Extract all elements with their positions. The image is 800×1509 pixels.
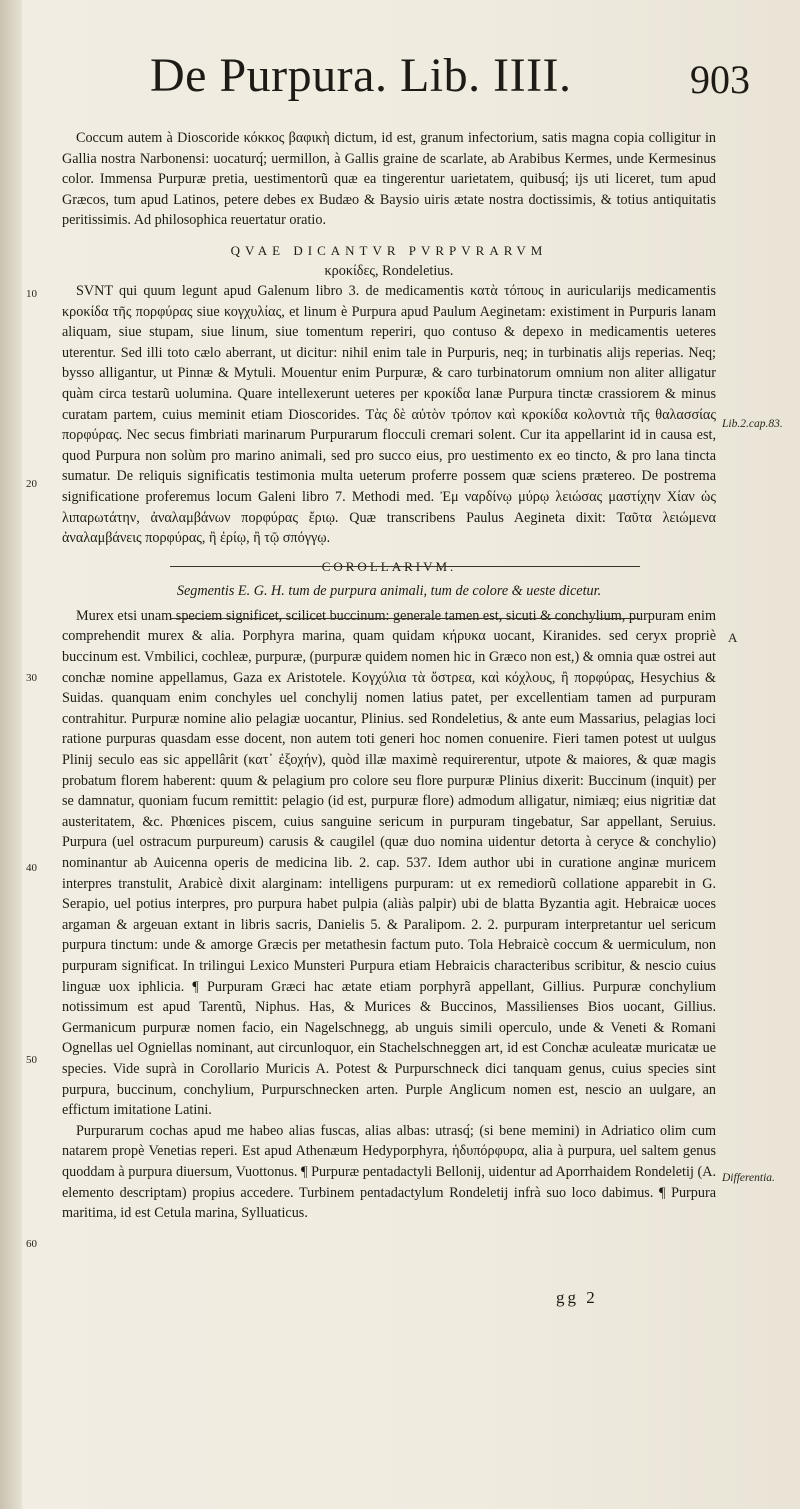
section-text: SVNT qui quum legunt apud Galenum libro 3. de medicamentis κατὰ τόπους in auricularijs medicamentis κροκίδα τῆς πορφύρας siue κογχυλίας, et linum è Purpura apud Paulum Aeginetam: existiment in Purpuris lanam aliquam, siue stupam, siue linum, siue tomentum reperiri, quo contuso & depexo in medicamentis ueteres uterentur. Sed illi toto cælo aberrant, ut dicitur: nihil enim tale in Purpuris, neq; in turbinatis alijs reperias. Neq; bysso alligantur, ut Pinnæ & Mytuli. Mouentur enim Purpuræ, & caro turbinatorum omnium non aliter alligatur quàm circa testarũ uolumina. Quare intellexerunt ueteres per κροκίδα lanæ Purpura tinctæ crassiorem & minus curatam partem, cuius meminit etiam Dioscorides. Τὰς δὲ αὐτὸν τρόπον καὶ κροκίδα κολοντιὰ τῆς θαλασσίας πορφύρας. Nec secus fimbriati marinarum Purpurarum flocculi cremari solent. Cur ita appellarint id in causa est, quod Purpura non solùm pro marino animali, sed pro succo eius, pro uestimento ex eo tincto, & pro lana tincta sumatur. De reliquis significatis testimonia multa ueterum proferre possem quæ sciens prætereo. De postrema significatione proferemus locum Galeni libro 7. Methodi med. Ἐμ ναρδίνῳ μύρῳ λειώσας μαστίχην Χίαν ὡς λιπαρωτάτην, ἀναλαμβάνων πορφύρας ἔριῳ. Quæ transcribens Paulus Aegineta dixit: Ταῦτα λειώμενα ἀναλαμβάνεις πορφύρας, ἢ ἐρίῳ, ἢ τῷ σπόγγῳ. — [62, 282, 716, 547]
running-head: De Purpura. Lib. IIII. — [150, 49, 572, 102]
rule-below-segment — [170, 618, 640, 619]
section-heading: QVAE DICANTVR PVRPVRARVM — [230, 242, 548, 258]
corollary-title: COROLLARIVM. — [321, 558, 457, 574]
text-body — [62, 128, 716, 1224]
line-number-30: 30 — [26, 672, 37, 684]
corollary-segment-note: Segmentis E. G. H. tum de purpura animali, tum de colore & ueste dicetur. — [176, 583, 602, 600]
line-number-50: 50 — [26, 1054, 37, 1066]
margin-note-lib: Lib.2.cap.83. — [722, 418, 783, 430]
line-number-10: 10 — [26, 288, 37, 300]
page-number: 903 — [690, 57, 750, 102]
margin-note-differentia: Differentia. — [722, 1172, 775, 1184]
line-number-60: 60 — [26, 1238, 37, 1250]
rule-above-corollary — [170, 566, 640, 567]
signature-mark: gg 2 — [556, 1288, 598, 1307]
intro-paragraph: Coccum autem à Dioscoride κόκκος βαφικὴ dictum, id est, granum infectorium, satis magna copia colligitur in Gallia nostra Narbonensi: uocaturq́; uermillon, à Gallis graine de scarlate, ab Arabibus Kermes, unde Kermesinus color. Immensa Purpuræ pretia, uestimentorũ quæ ea tingerentur uarietatem, quibusq́; ijs uti liceret, tum apud Græcos, tum apud Latinos, petere debes ex Budæo & Baysio uiris ætate nostra doctissimis, & totius antiquitatis peritissimis. Ad philosophica reuertatur oratio. — [62, 130, 716, 229]
line-number-20: 20 — [26, 478, 37, 490]
line-number-40: 40 — [26, 862, 37, 874]
margin-letter-a: A — [728, 630, 738, 645]
corollary-text-2: Purpurarum cochas apud me habeo alias fuscas, alias albas: utrasq́; (si bene memini) in Adriatico olim cum natarem propè Venetias reperi. Est apud Athenæum Hedyporphyra, ἡδυπόρφυρα, alia à purpura, uel saltem genus quoddam à purpura diuersum, Vuottonus. ¶ Purpuræ pentadactyli Bellonij, uidentur ad Aporrhaidem Rondeletij (A. elemento descriptam) propius accedere. Turbinem pentadactylum Rondeletij infrà suo loco dabimus. ¶ Purpura maritima, id est Cetula marina, Sylluaticus. — [62, 1122, 716, 1222]
section-subheading: κροκίδες, Rondeletius. — [324, 262, 454, 279]
page-header — [150, 48, 750, 108]
page-gutter — [0, 0, 22, 1509]
corollary-text: Murex etsi unam speciem significet, scilicet buccinum: generale tamen est, sicuti & conchylium, purpuram enim comprehendit murex & alia. Porphyra marina, quam quidam κήρυκα uocant, Kiranides. sed ceryx propriè buccinum est. Vmbilici, cochleæ, purpuræ, (purpuræ quidem nomen hic in Græco non est,) & omnia quæ ostrei aut conchæ nomine appellamus, Gaza ex Aristotele. Κογχύλια τὰ ὄστρεα, καὶ κόχλους, ἢ πορφύρας, Hesychius & Suidas. quanquam enim conchyles uel conchylij nomen latius patet, per excellentiam tamen ad purpuram contrahitur. Purpuræ nomine alio pelagiæ uocantur, Plinius. sed Rondeletius, & ante eum Massarius, pelagias loci ratione purpuras quasdam esse docent, non autem toti generi hoc nomen conuenire. Fieri tamen potest ut uulgus Plinij seculo eas sic appellârit (κατ᾽ ἐξοχήν), quòd illæ maximè requirerentur, utpote & maiores, & quæ magis probatum florem haberent: quum & pelagium pro colore seu flore purpuræ Plinius dixerit: Buccinum (inquit) per se damnatur, quoniam fucum remittit: pelagio (id est, purpuræ flore) admodum alligatur, nimiæq; eius nigritiæ dat austeritatem, &c. Phœnices piscem, cuius sanguine sericum in purpuram tingebatur, Sar appellant, Seruius. Purpura (uel ostracum purpureum) carusis & caugilel (quæ duo nomina uidentur detorta à ceryce & conchylio) nominantur ab Auicenna operis de medicina lib. 2. cap. 537. Idem author ubi in curatione anginæ muricem interpres transtulit, Arabicè dixit alarginam: intelligens purpuram: ut ex remediorũ collatione apparebit in G. Serapio, uel potius interpres, pro purpura habet pulpia (aliàs palpir) ubi de blatta Byzantia agit. Hebraicæ uoces argaman & argeuan extant in libris sacris, Danielis 5. & Paralipom. 2. 2. purpuram interpretantur uel sericum purpura tinctum: unde & amorge Græcis per metathesin factum puto. Tola Hebraicè coccum & uermiculum, non purpuram significat. In trilingui Lexico Munsteri Purpura etiam Hebraicis characteribus scribitur, & nescio cuius linguæ uox iphlicia. ¶ Purpuram Græci hac ætate etiam porphyrã appellant, Gillius. Purpuræ conchylium notissimum est apud Tarentũ, Niphus. Has, & Murices & Buccinos, Massilienses Bios uocant, Gillius. Germanicum purpuræ nomen facio, ein Nagelschnegg, ab unguis simili operculo, unde & Veneti & Romani Ognellas uel Ogniellas nominant, aut circunloquor, ein Stachelschneggen art, id est Conchæ aculeatæ muricatæ ue species. Vide suprà in Corollario Muricis A. Potest & Purpurschneck dici tanquam genus, cuius species sint purpura, buccinum, conchylium, Purpurschnecken arten. Purple Anglicum nomen est, nescio an uulgare, an effictum imitatione Latini. — [62, 607, 716, 1119]
